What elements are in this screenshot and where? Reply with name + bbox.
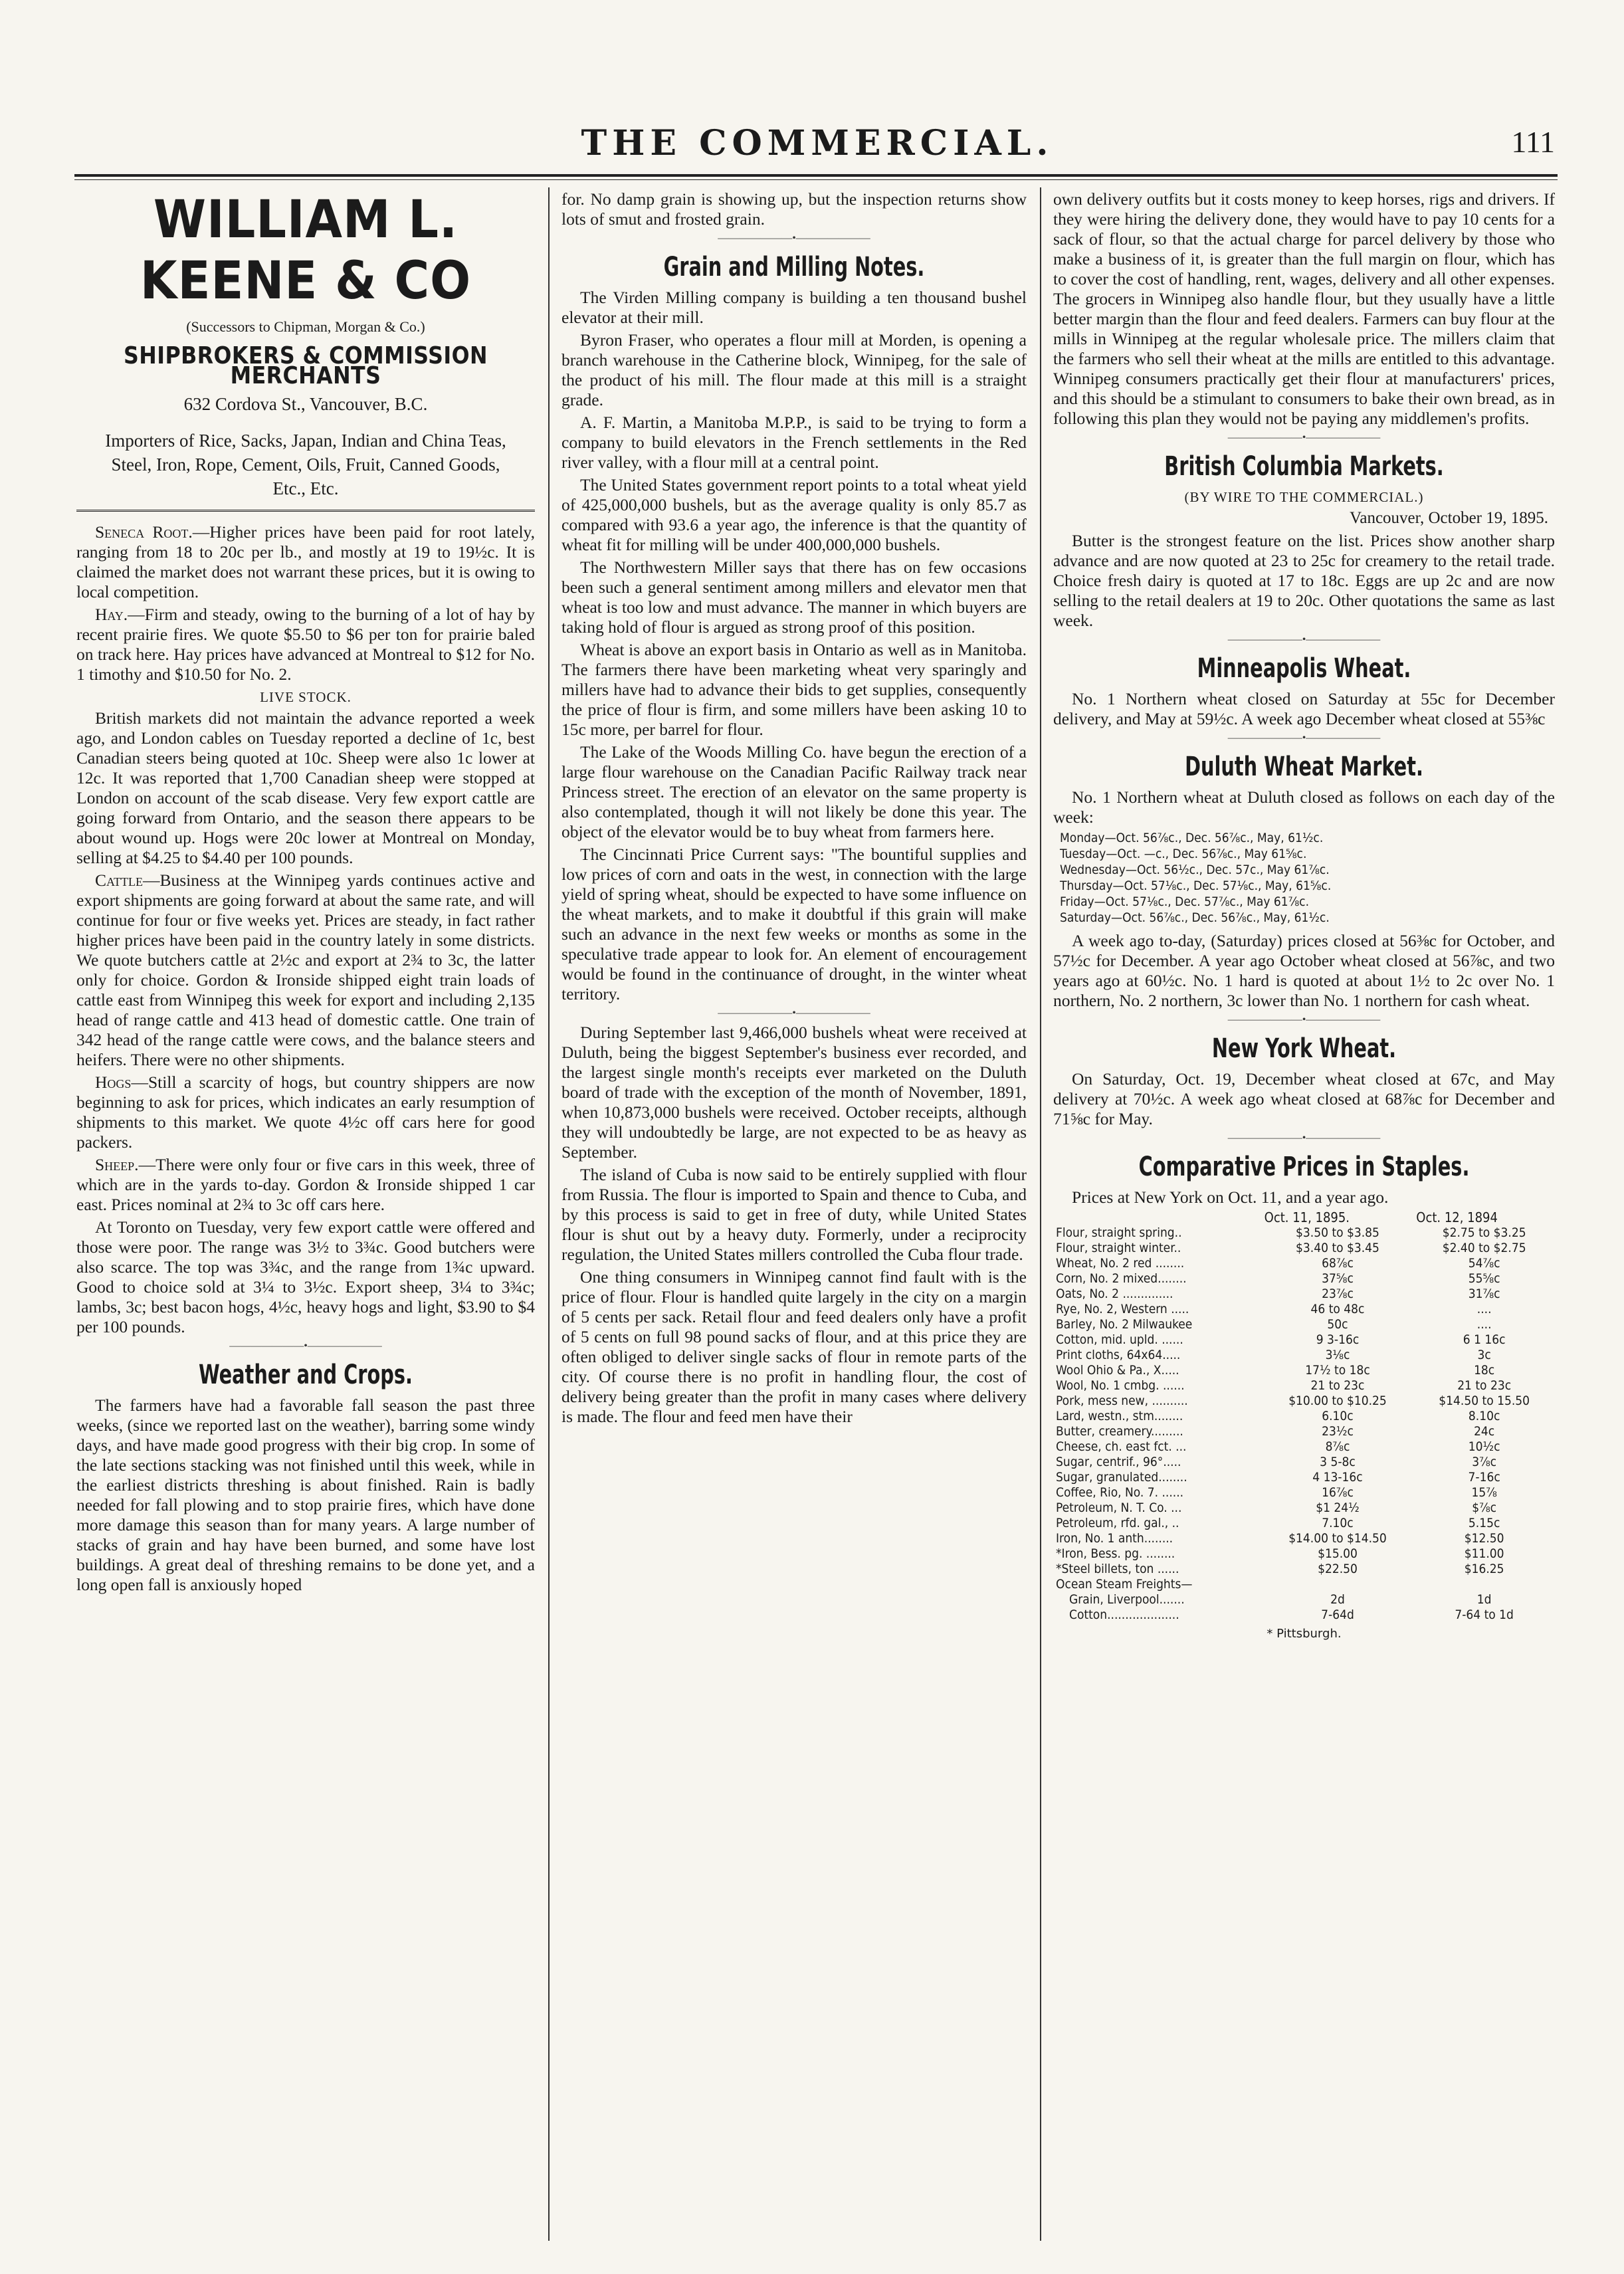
table-row — [1053, 1546, 1555, 1562]
table-row — [1053, 1225, 1555, 1241]
table-cell-item: Lard, westn., stm........ — [1056, 1409, 1183, 1423]
table-header: Oct. 11, 1895. — [1264, 1209, 1350, 1225]
lead-seneca: Seneca Root. — [95, 522, 193, 542]
table-row — [1053, 1516, 1555, 1531]
table-cell-price: $14.50 to 15.50 — [1439, 1394, 1530, 1408]
table-cell-price: 5.15c — [1468, 1516, 1500, 1530]
subhead-live-stock: LIVE STOCK. — [260, 689, 352, 705]
subhead-by-wire: (BY WIRE TO THE COMMERCIAL.) — [1184, 489, 1424, 505]
table-cell-price: $22.50 — [1318, 1562, 1358, 1576]
paragraph-hay — [76, 605, 535, 684]
column-3 — [1053, 189, 1555, 2243]
table-header — [1053, 1210, 1262, 1225]
table-cell-price: 50c — [1327, 1317, 1348, 1332]
dateline: Vancouver, October 19, 1895. — [1350, 509, 1548, 527]
table-cell-price: 7-64d — [1321, 1607, 1354, 1622]
list-item: Monday—Oct. 56⅞c., Dec. 56⅞c., May, 61½c. — [1060, 831, 1324, 845]
table-cell-price: $12.50 — [1464, 1531, 1504, 1546]
table-cell-price: 55⅝c — [1468, 1271, 1500, 1286]
paragraph-livestock: British markets did not maintain the advance reported a week ago, and London cables on Tuesday reported a decline of 1c, best Canadian steers being quoted at 10c. Sheep were also 1c lower at 12c. It was reported that 1,700 Canadian sheep were stopped at London on account of the scab disease. Very few export cattle are going forward from Ontario, and the season there appears to be about wound up. Hogs were 20c lower at Montreal on Monday, selling at $4.25 to $4.40 per 100 pounds. — [76, 708, 535, 867]
table-row — [1053, 1607, 1555, 1623]
staples-table — [1053, 1210, 1555, 1623]
column-2 — [561, 189, 1027, 2243]
paragraph: During September last 9,466,000 bushels wheat were received at Duluth, being the biggest September's business ever recorded, and the largest single month's receipts ever marketed on the Duluth board of trade with the exception of the month of November, 1891, when 10,873,000 bushels were received. October receipts, although they will undoubtedly be large, are not expected to be as heavy as September. — [561, 1023, 1027, 1162]
table-cell-item: Butter, creamery......... — [1056, 1424, 1183, 1439]
table-cell-price: .... — [1476, 1317, 1492, 1332]
table-cell-price: 3 5-8c — [1320, 1455, 1356, 1469]
section-divider: ———————•——————— — [1227, 1132, 1381, 1144]
paragraph-seneca — [76, 522, 535, 602]
section-divider: ———————•——————— — [1227, 732, 1381, 744]
masthead-rule-thin — [74, 179, 1558, 180]
table-cell-price: 2d — [1330, 1592, 1345, 1607]
paragraph: The United States government report points to a total wheat yield of 425,000,000 bushels, but as the average quality is only 85.7 as compared with 93.6 a year ago, the inference is that the quantity of wheat fit for milling will be under 400,000,000 bushels. — [561, 475, 1027, 554]
table-cell-price: 4 13-16c — [1312, 1470, 1363, 1485]
paragraph-weather: The farmers have had a favorable fall season the past three weeks, (since we reported last on the weather), barring some windy days, and have made good progress with their big crop. In some of the late sections stacking was not finished until this week, while in the earliest districts threshing is about finished. Rain is badly needed for fall plowing and to stop prairie fires, which have done more damage this season than for many years. A large number of stacks of grain and hay have been burned, and some have lost buildings. A great deal of threshing remains to be done yet, and a long open fall is anxiously hoped — [76, 1395, 535, 1594]
ad-importers: Importers of Rice, Sacks, Japan, Indian and China Teas, Steel, Iron, Rope, Cement, Oils, Fruit, Canned Goods, Etc., Etc. — [105, 431, 506, 498]
lead-cattle: Cattle — [95, 871, 143, 890]
table-row — [1053, 1332, 1555, 1348]
table-cell-price: 6 1 16c — [1463, 1332, 1506, 1347]
ad-successor: (Successors to Chipman, Morgan & Co.) — [186, 318, 425, 335]
section-divider: ———————•——————— — [229, 1340, 382, 1352]
headline-minneapolis: Minneapolis Wheat. — [1197, 653, 1411, 684]
table-cell-price: 23½c — [1322, 1424, 1354, 1439]
paragraph: A. F. Martin, a Manitoba M.P.P., is said to be trying to form a company to build elevators in the French settlements in the Red river valley, with a flour mill at a central point. — [561, 413, 1027, 472]
section-divider: ———————•——————— — [1227, 432, 1381, 443]
table-cell-price: 1d — [1476, 1592, 1492, 1607]
headline-comparative-prices: Comparative Prices in Staples. — [1138, 1152, 1470, 1182]
table-row — [1053, 1287, 1555, 1302]
paragraph-continued: own delivery outfits but it costs money to keep horses, rigs and drivers. If they were hiring the delivery done, they would have to pay 10 cents for a sack of flour, so that the actual charge for parcel delivery by those who make a business of it, is greater than the full margin on flour, which has to cover the cost of handling, rent, wages, delivery and all other expenses. The grocers in Winnipeg also handle flour, but they usually have a little better margin than the flour and feed dealers. Farmers can buy flour at the mills in Winnipeg at the regular wholesale price. The millers claim that the farmers who sell their wheat at the mills are entitled to this advantage. Winnipeg consumers practically get their flour at manufacturers' prices, and this should be a stimulant to consumers to bake their own bread, as in following this plan they would not be paying any middlemen's profits. — [1053, 189, 1555, 428]
table-cell-price — [1413, 1577, 1555, 1592]
table-cell-price: .... — [1476, 1302, 1492, 1316]
column-divider — [548, 187, 550, 2241]
text-sheep: —There were only four or five cars in this week, three of which are in the yards to-day. Gordon & Ironside shipped 1 car east. Prices nominal at 2¾ to 3c off cars here. — [76, 1155, 535, 1214]
headline-new-york: New York Wheat. — [1211, 1033, 1397, 1064]
table-cell-item: Sugar, granulated........ — [1056, 1470, 1187, 1485]
table-cell-price: 10½c — [1468, 1439, 1500, 1454]
table-cell-item: *Steel billets, ton ...... — [1056, 1562, 1179, 1576]
table-cell-price: 9 3-16c — [1316, 1332, 1360, 1347]
list-item: Saturday—Oct. 56⅞c., Dec. 56⅞c., May, 61½c. — [1060, 910, 1330, 925]
paragraph: One thing consumers in Winnipeg cannot find fault with is the price of flour. Flour is handled quite largely in the city on a margin of 5 cents per sack. Retail flour and feed dealers only have a profit of 5 cents on full 98 pound sacks of flour, and at this price they are often obliged to deliver single sacks of flour in remote parts of the city. Of course there is no profit in handling flour, the cost of delivery being greater than the profit in many cases where delivery is made. The flour and feed men have their — [561, 1267, 1027, 1426]
paragraph-cattle — [76, 871, 535, 1070]
table-row — [1053, 1409, 1555, 1424]
section-divider: ———————•——————— — [718, 233, 870, 244]
table-cell-item: Petroleum, rfd. gal., .. — [1056, 1516, 1179, 1530]
column-divider — [1040, 187, 1041, 2241]
table-row — [1053, 1531, 1555, 1546]
list-item: Wednesday—Oct. 56½c., Dec. 57c., May 61⅞c. — [1060, 863, 1330, 877]
table-cell-item: Flour, straight spring.. — [1056, 1225, 1182, 1240]
table-cell-price: $1 24½ — [1316, 1500, 1360, 1515]
table-row — [1053, 1256, 1555, 1271]
ad-trade: SHIPBROKERS & COMMISSION MERCHANTS — [124, 342, 488, 389]
paragraph-continued: for. No damp grain is showing up, but the inspection returns show lots of smut and frosted grain. — [561, 189, 1027, 229]
table-cell-item: Wool Ohio & Pa., X..... — [1056, 1363, 1179, 1378]
section-divider: ———————•——————— — [718, 1007, 870, 1019]
table-cell-item: Ocean Steam Freights— — [1056, 1577, 1193, 1592]
list-item: Thursday—Oct. 57⅛c., Dec. 57⅛c., May, 61⅝c. — [1060, 879, 1332, 893]
table-cell-price: 23⅞c — [1322, 1287, 1354, 1301]
table-cell-item: Sugar, centrif., 96°..... — [1056, 1455, 1181, 1469]
table-cell-price: 37⅝c — [1322, 1271, 1354, 1286]
table-row — [1053, 1562, 1555, 1577]
table-row — [1053, 1500, 1555, 1516]
table-cell-item: Oats, No. 2 .............. — [1056, 1287, 1173, 1301]
text-hogs: —Still a scarcity of hogs, but country shippers are now beginning to ask for prices, which indicates an early resumption of shipments to this market. We quote 4½c off cars here for good packers. — [76, 1073, 535, 1152]
table-cell-price: 24c — [1474, 1424, 1495, 1439]
table-header: Oct. 12, 1894 — [1416, 1209, 1498, 1225]
advertisement — [76, 189, 535, 512]
table-row — [1053, 1363, 1555, 1378]
table-row — [1053, 1455, 1555, 1470]
table-cell-price: $3.50 to $3.85 — [1296, 1225, 1379, 1240]
table-cell-price: 8.10c — [1468, 1409, 1500, 1423]
table-cell-price: 3⅛c — [1325, 1348, 1350, 1362]
table-cell-price: 46 to 48c — [1310, 1302, 1365, 1316]
table-cell-price: 21 to 23c — [1310, 1378, 1365, 1393]
table-cell-price: $10.00 to $10.25 — [1288, 1394, 1387, 1408]
paragraph: The Lake of the Woods Milling Co. have begun the erection of a large flour warehouse on the Canadian Pacific Railway track near Princess street. The erection of an elevator on the same property is also contemplated, though it will not likely be done this year. The object of the elevator would be to buy wheat from farmers here. — [561, 742, 1027, 841]
table-row — [1053, 1241, 1555, 1256]
paragraph: Wheat is above an export basis in Ontario as well as in Manitoba. The farmers there have been marketing wheat very sparingly and millers have had to advance their bids to get supplies, consequently the price of flour is firm, and some millers have been asking 10 to 15c more, per barrel for flour. — [561, 640, 1027, 739]
table-cell-price: $2.75 to $3.25 — [1442, 1225, 1526, 1240]
table-cell-item: Grain, Liverpool....... — [1069, 1592, 1185, 1607]
page-number: 111 — [1511, 125, 1555, 159]
table-cell-price: 17½ to 18c — [1305, 1363, 1370, 1378]
staples-table-body — [1053, 1225, 1555, 1623]
table-cell-item: Print cloths, 64x64..... — [1056, 1348, 1181, 1362]
ad-address: 632 Cordova St., Vancouver, B.C. — [183, 394, 428, 414]
ad-company-name: WILLIAM L. KEENE & CO — [140, 190, 472, 311]
text-cattle: —Business at the Winnipeg yards continues active and export shipments are going forward at about the same rate, and will continue for four or five weeks yet. Prices are steady, in fact rather higher prices have been paid in the country lately in some districts. We quote butchers cattle at 2½c and export at 2¾ to 3c, the latter only for choice. Gordon & Ironside shipped eight train loads of cattle east from Winnipeg this week for export and including 2,135 head of range cattle and 413 head of domestic cattle. One train of 342 head of the range cattle were cows, and the balance steers and heifers. There were no other shipments. — [76, 871, 535, 1069]
headline-weather: Weather and Crops. — [199, 1360, 413, 1390]
list-item: Friday—Oct. 57⅛c., Dec. 57⅞c., May 61⅞c. — [1060, 894, 1309, 909]
table-cell-price: 7.10c — [1322, 1516, 1354, 1530]
table-row — [1053, 1424, 1555, 1439]
table-row — [1053, 1394, 1555, 1409]
table-cell-price: $16.25 — [1464, 1562, 1504, 1576]
paragraph: Byron Fraser, who operates a flour mill at Morden, is opening a branch warehouse in the Catherine block, Winnipeg, for the sale of the product of his mill. The flour made at this mill is a straight grade. — [561, 330, 1027, 409]
table-cell-item: Cheese, ch. east fct. ... — [1056, 1439, 1187, 1454]
table-row — [1053, 1470, 1555, 1485]
section-divider: ———————•——————— — [1227, 634, 1381, 645]
table-cell-item: Petroleum, N. T. Co. ... — [1056, 1500, 1182, 1515]
table-row — [1053, 1348, 1555, 1363]
table-cell-price: 21 to 23c — [1457, 1378, 1512, 1393]
table-row — [1053, 1577, 1555, 1592]
table-cell-price: $3.40 to $3.45 — [1296, 1241, 1379, 1255]
duluth-daily-list — [1060, 830, 1555, 926]
table-row — [1053, 1271, 1555, 1287]
table-row — [1053, 1439, 1555, 1455]
table-cell-price: 18c — [1474, 1363, 1495, 1378]
masthead-title: THE COMMERCIAL. — [581, 123, 1054, 163]
table-cell-price: $2.40 to $2.75 — [1442, 1241, 1526, 1255]
table-header-row — [1053, 1210, 1555, 1225]
table-cell-price: $11.00 — [1464, 1546, 1504, 1561]
table-cell-price: 16⅞c — [1322, 1485, 1354, 1500]
table-cell-price: 7-64 to 1d — [1455, 1607, 1514, 1622]
table-row — [1053, 1317, 1555, 1332]
table-cell-price: 6.10c — [1322, 1409, 1354, 1423]
table-row — [1053, 1592, 1555, 1607]
table-cell-price: 15⅞ — [1471, 1485, 1497, 1500]
table-row — [1053, 1302, 1555, 1317]
text-hay: —Firm and steady, owing to the burning of a lot of hay by recent prairie fires. We quote $5.50 to $6 per ton for prairie baled on track here. Hay prices have advanced at Montreal to $12 for No. 1 timothy and $10.50 for No. 2. — [76, 605, 535, 684]
headline-bc-markets: British Columbia Markets. — [1164, 451, 1444, 482]
list-item: Tuesday—Oct. —c., Dec. 56⅞c., May 61⅝c. — [1060, 847, 1307, 861]
table-cell-price: 3⅞c — [1472, 1455, 1497, 1469]
column-1 — [76, 189, 535, 2243]
paragraph: The Virden Milling company is building a ten thousand bushel elevator at their mill. — [561, 288, 1027, 327]
masthead-rule — [74, 174, 1558, 177]
text-seneca: —Higher prices have been paid for root lately, ranging from 18 to 20c per lb., and mostly at 19 to 19½c. It is claimed the market does not warrant these prices, but it is owing to local competition. — [76, 522, 535, 601]
headline-grain-milling: Grain and Milling Notes. — [663, 252, 925, 282]
table-cell-price: 31⅞c — [1468, 1287, 1500, 1301]
lead-sheep: Sheep. — [95, 1155, 139, 1174]
paragraph: The Cincinnati Price Current says: "The bountiful supplies and low prices of corn and oats in the west, in connection with the large yield of spring wheat, should be expected to have some influence on the wheat markets, and to make it doubtful if this grain will make such an advance in the next few weeks or months as some in the speculative trade appear to look for. An element of encouragement would be found in the continuance of drought, in the winter wheat territory. — [561, 845, 1027, 1003]
table-cell-item: Cotton.................... — [1069, 1607, 1179, 1622]
table-cell-price: 7-16c — [1468, 1470, 1500, 1485]
paragraph: The Northwestern Miller says that there has on few occasions been such a general sentiment among millers and elevator men that wheat is too low and must advance. The manner in which buyers are taking hold of flour is argued as strong proof of this position. — [561, 558, 1027, 637]
table-cell-item: Corn, No. 2 mixed........ — [1056, 1271, 1187, 1286]
table-cell-price: 68⅞c — [1322, 1256, 1354, 1271]
paragraph-hogs — [76, 1073, 535, 1152]
table-cell-item: Wool, No. 1 cmbg. ...... — [1056, 1378, 1185, 1393]
table-cell-price: 3c — [1477, 1348, 1491, 1362]
paragraph: No. 1 Northern wheat closed on Saturday at 55c for December delivery, and May at 59½c. A week ago December wheat closed at 55⅜c — [1053, 689, 1555, 728]
table-cell-price — [1262, 1577, 1414, 1592]
table-cell-price: 54⅞c — [1468, 1256, 1500, 1271]
paragraph-sheep — [76, 1155, 535, 1215]
table-cell-item: *Iron, Bess. pg. ........ — [1056, 1546, 1175, 1561]
section-divider: ———————•——————— — [1227, 1014, 1381, 1025]
paragraph: No. 1 Northern wheat at Duluth closed as follows on each day of the week: — [1053, 787, 1555, 827]
table-row — [1053, 1485, 1555, 1500]
paragraph: A week ago to-day, (Saturday) prices closed at 56⅜c for October, and 57½c for December. A year ago October wheat closed at 56⅞c, and two years ago at 60½c. No. 1 hard is quoted at about 1½ to 2c over No. 1 northern, No. 2 northern, 3c lower than No. 1 northern for cash wheat. — [1053, 931, 1555, 1010]
paragraph: Butter is the strongest feature on the list. Prices show another sharp advance and are now quoted at 23 to 25c for creamery to the retail trade. Choice fresh dairy is quoted at 17 to 18c. Eggs are up 2c and are now selling to the retail dealers at 19 to 20c. Other quotations the same as last week. — [1053, 531, 1555, 630]
paragraph: The island of Cuba is now said to be entirely supplied with flour from Russia. The flour is imported to Spain and thence to Cuba, and by this process is said to get in free of duty, while United States flour is shut out by a heavy duty. Formerly, under a reciprocity regulation, the United States millers controlled the Cuba flour trade. — [561, 1165, 1027, 1264]
lead-hay: Hay. — [95, 605, 128, 624]
table-cell-item: Barley, No. 2 Milwaukee — [1056, 1317, 1193, 1332]
table-cell-item: Pork, mess new, .......... — [1056, 1394, 1188, 1408]
table-row — [1053, 1378, 1555, 1394]
footnote: * Pittsburgh. — [1267, 1627, 1342, 1641]
paragraph-toronto: At Toronto on Tuesday, very few export cattle were offered and those were poor. The range was 3½ to 3¾c. Good butchers were also scarce. The top was 3¾c, and the range from 1¾c upward. Good to choice sold at 3¼ to 3½c. Export sheep, 3¼ to 3¾c; lambs, 3c; best bacon hogs, 4½c, heavy hogs and light, $3.90 to $4 per 100 pounds. — [76, 1217, 535, 1336]
table-cell-item: Rye, No. 2, Western ..... — [1056, 1302, 1189, 1316]
masthead — [80, 123, 1555, 169]
table-cell-price: 8⅞c — [1325, 1439, 1350, 1454]
table-cell-item: Iron, No. 1 anth........ — [1056, 1531, 1173, 1546]
table-cell-item: Wheat, No. 2 red ........ — [1056, 1256, 1185, 1271]
table-cell-price: $⅞c — [1472, 1500, 1497, 1515]
paragraph: On Saturday, Oct. 19, December wheat closed at 67c, and May delivery at 70½c. A week ago wheat closed at 68⅞c for December and 71⅝c for May. — [1053, 1069, 1555, 1128]
paragraph: Prices at New York on Oct. 11, and a year ago. — [1072, 1188, 1389, 1207]
lead-hogs: Hogs — [95, 1073, 132, 1092]
table-cell-item: Flour, straight winter.. — [1056, 1241, 1181, 1255]
headline-duluth: Duluth Wheat Market. — [1185, 752, 1423, 782]
table-cell-item: Coffee, Rio, No. 7. ...... — [1056, 1485, 1184, 1500]
table-cell-price: $15.00 — [1318, 1546, 1358, 1561]
table-cell-price: $14.00 to $14.50 — [1288, 1531, 1387, 1546]
table-cell-item: Cotton, mid. upld. ...... — [1056, 1332, 1183, 1347]
